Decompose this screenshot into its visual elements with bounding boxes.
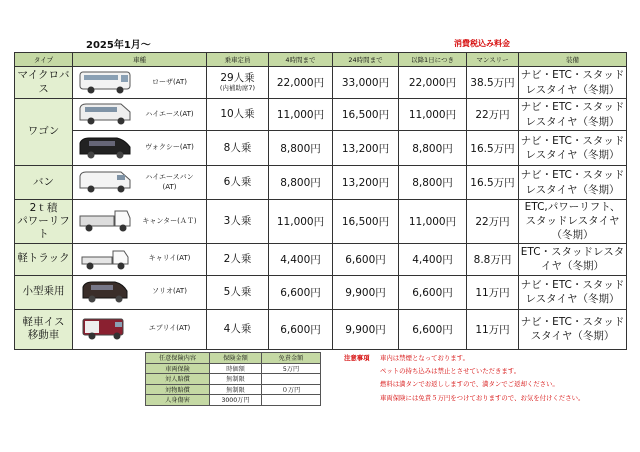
- price-per-day: 8,800円: [399, 131, 467, 166]
- notes-section: [344, 352, 584, 405]
- car-model-name: ヴォクシー(AT): [145, 143, 194, 152]
- price-4h: 8,800円: [269, 166, 333, 200]
- car-model-name: ハイエース(AT): [145, 109, 194, 118]
- col-24h: 24時間まで: [333, 53, 399, 67]
- capacity-value: 3人乗: [223, 214, 252, 227]
- col-4h: 4時間まで: [269, 53, 333, 67]
- price-per-day: 11,000円: [399, 200, 467, 244]
- car-cell: [73, 275, 207, 309]
- price-24h: 6,600円: [333, 243, 399, 275]
- ins-deductible: [262, 374, 321, 385]
- tax-note: 消費税込み料金: [454, 39, 510, 48]
- type-cell: 軽車イス 移動車: [15, 309, 73, 349]
- solio-icon: [73, 277, 133, 308]
- voxy-icon: [73, 133, 133, 164]
- truck-icon: [73, 206, 133, 237]
- price-4h: 6,600円: [269, 275, 333, 309]
- car-cell: [73, 309, 207, 349]
- vehicle-row: [15, 275, 627, 309]
- car-cell: [73, 131, 207, 166]
- price-24h: 13,200円: [333, 166, 399, 200]
- car-model-name: ソリオ(AT): [152, 287, 187, 296]
- car-box: [73, 314, 206, 345]
- capacity-value: 8人乗: [223, 141, 252, 154]
- microbus-icon: [73, 67, 133, 98]
- vehicle-row: [15, 99, 627, 131]
- equipment-cell: ETC,パワーリフト、 スタッドレスタイヤ （冬期）: [519, 200, 627, 244]
- ins-deductible: [262, 395, 321, 406]
- equipment-cell: ETC・スタッドレスタ イヤ（冬期）: [519, 243, 627, 275]
- car-box: [73, 244, 206, 275]
- equipment-cell: ナビ・ETC・スタッド レスタイヤ（冬期）: [519, 166, 627, 200]
- price-monthly: 16.5万円: [467, 131, 519, 166]
- car-box: [73, 133, 206, 164]
- car-cell: [73, 67, 207, 99]
- car-cell: [73, 166, 207, 200]
- insurance-header-row: [146, 353, 321, 364]
- price-monthly: 11万円: [467, 309, 519, 349]
- price-monthly: 16.5万円: [467, 166, 519, 200]
- note-line: 車両保険には免責５万円をつけておりますので、お気を付けください。: [380, 393, 585, 402]
- insurance-row: [146, 374, 321, 385]
- price-4h: 4,400円: [269, 243, 333, 275]
- type-cell: 軽トラック: [15, 243, 73, 275]
- capacity-cell: [207, 309, 269, 349]
- price-monthly: 22万円: [467, 99, 519, 131]
- capacity-cell: [207, 99, 269, 131]
- equipment-cell: ナビ・ETC・スタッド レスタイヤ（冬期）: [519, 99, 627, 131]
- ins-deductible: ０万円: [262, 384, 321, 395]
- ins-col-amount: 保険金額: [210, 353, 262, 364]
- car-cell: [73, 99, 207, 131]
- ins-label: 対物賠償: [146, 384, 210, 395]
- price-24h: 9,900円: [333, 309, 399, 349]
- ins-col-content: 任意保険内容: [146, 353, 210, 364]
- car-model-name: キャリイ(AT): [148, 254, 191, 263]
- capacity-value: 4人乗: [223, 322, 252, 335]
- equipment-cell: ナビ・ETC・スタッド スタイヤ（冬期）: [519, 309, 627, 349]
- equipment-cell: ナビ・ETC・スタッド レスタイヤ（冬期）: [519, 131, 627, 166]
- capacity-cell: [207, 166, 269, 200]
- note-line: 燃料は満タンでお返ししますので、満タンでご返却ください。: [380, 380, 559, 389]
- car-model-name: エブリイ(AT): [148, 324, 191, 333]
- ins-amount: 無制限: [210, 384, 262, 395]
- capacity-cell: [207, 200, 269, 244]
- ins-amount: 3000万円: [210, 395, 262, 406]
- capacity-value: 10人乗: [220, 108, 255, 121]
- kei-truck-icon: [73, 244, 133, 275]
- price-24h: 9,900円: [333, 275, 399, 309]
- price-24h: 16,500円: [333, 200, 399, 244]
- ins-amount: 無制限: [210, 374, 262, 385]
- ins-deductible: 5万円: [262, 363, 321, 374]
- capacity-value: 2人乗: [223, 252, 252, 265]
- col-monthly: マンスリー: [467, 53, 519, 67]
- type-cell: ワゴン: [15, 99, 73, 166]
- price-per-day: 8,800円: [399, 166, 467, 200]
- note-line: 車内は禁煙となっております。: [380, 354, 469, 362]
- car-box: [73, 67, 206, 98]
- price-per-day: 6,600円: [399, 309, 467, 349]
- price-monthly: 22万円: [467, 200, 519, 244]
- ins-col-deductible: 免責金額: [262, 353, 321, 364]
- equipment-cell: ナビ・ETC・スタッド レスタイヤ（冬期）: [519, 67, 627, 99]
- price-24h: 16,500円: [333, 99, 399, 131]
- car-box: [73, 99, 206, 130]
- car-model-name: キャンター(ＡＴ): [142, 216, 197, 225]
- price-4h: 22,000円: [269, 67, 333, 99]
- ins-label: 車両保険: [146, 363, 210, 374]
- price-monthly: 38.5万円: [467, 67, 519, 99]
- price-per-day: 22,000円: [399, 67, 467, 99]
- car-box: [73, 277, 206, 308]
- car-box: [73, 167, 206, 198]
- type-cell: マイクロバス: [15, 67, 73, 99]
- price-per-day: 11,000円: [399, 99, 467, 131]
- capacity-value: 6人乗: [223, 176, 252, 189]
- insurance-table: [145, 352, 321, 406]
- rental-price-table: [14, 52, 627, 350]
- car-model-name: ハイエースバン (AT): [145, 173, 194, 191]
- capacity-cell: [207, 275, 269, 309]
- wheelchair-van-icon: [73, 314, 133, 345]
- capacity-cell: [207, 243, 269, 275]
- vehicle-row: [15, 200, 627, 244]
- notes-title: 注意事項: [344, 354, 370, 362]
- hiace-wagon-icon: [73, 99, 133, 130]
- equipment-cell: ナビ・ETC・スタッド レスタイヤ（冬期）: [519, 275, 627, 309]
- price-24h: 33,000円: [333, 67, 399, 99]
- col-type: タイプ: [15, 53, 73, 67]
- price-4h: 11,000円: [269, 200, 333, 244]
- vehicle-row: [15, 243, 627, 275]
- capacity-value: 29人乗: [220, 72, 255, 85]
- col-car: 車種: [73, 53, 207, 67]
- hiace-van-icon: [73, 167, 133, 198]
- vehicle-row: [15, 67, 627, 99]
- type-cell: 小型乗用: [15, 275, 73, 309]
- col-per-day: 以降1日につき: [399, 53, 467, 67]
- table-header-row: [15, 53, 627, 67]
- insurance-row: [146, 363, 321, 374]
- type-cell: バン: [15, 166, 73, 200]
- vehicle-row: [15, 131, 627, 166]
- capacity-cell: [207, 67, 269, 99]
- ins-label: 対人賠償: [146, 374, 210, 385]
- car-box: [73, 206, 206, 237]
- price-24h: 13,200円: [333, 131, 399, 166]
- car-model-name: ローザ(AT): [152, 77, 187, 86]
- price-per-day: 6,600円: [399, 275, 467, 309]
- capacity-value: 5人乗: [223, 285, 252, 298]
- price-monthly: 8.8万円: [467, 243, 519, 275]
- ins-label: 人身傷害: [146, 395, 210, 406]
- col-equipment: 装備: [519, 53, 627, 67]
- vehicle-row: [15, 309, 627, 349]
- note-line: ペットの持ち込みは禁止とさせていただきます。: [380, 367, 521, 376]
- car-cell: [73, 243, 207, 275]
- date-heading: 2025年1月～: [86, 40, 151, 51]
- price-per-day: 4,400円: [399, 243, 467, 275]
- vehicle-row: [15, 166, 627, 200]
- price-4h: 8,800円: [269, 131, 333, 166]
- ins-amount: 時価額: [210, 363, 262, 374]
- capacity-note: (内補助席7): [219, 83, 256, 92]
- car-cell: [73, 200, 207, 244]
- type-cell: 2ｔ積 パワーリフト: [15, 200, 73, 244]
- capacity-cell: [207, 131, 269, 166]
- insurance-row: [146, 395, 321, 406]
- col-capacity: 乗車定員: [207, 53, 269, 67]
- insurance-row: [146, 384, 321, 395]
- price-4h: 6,600円: [269, 309, 333, 349]
- price-4h: 11,000円: [269, 99, 333, 131]
- price-monthly: 11万円: [467, 275, 519, 309]
